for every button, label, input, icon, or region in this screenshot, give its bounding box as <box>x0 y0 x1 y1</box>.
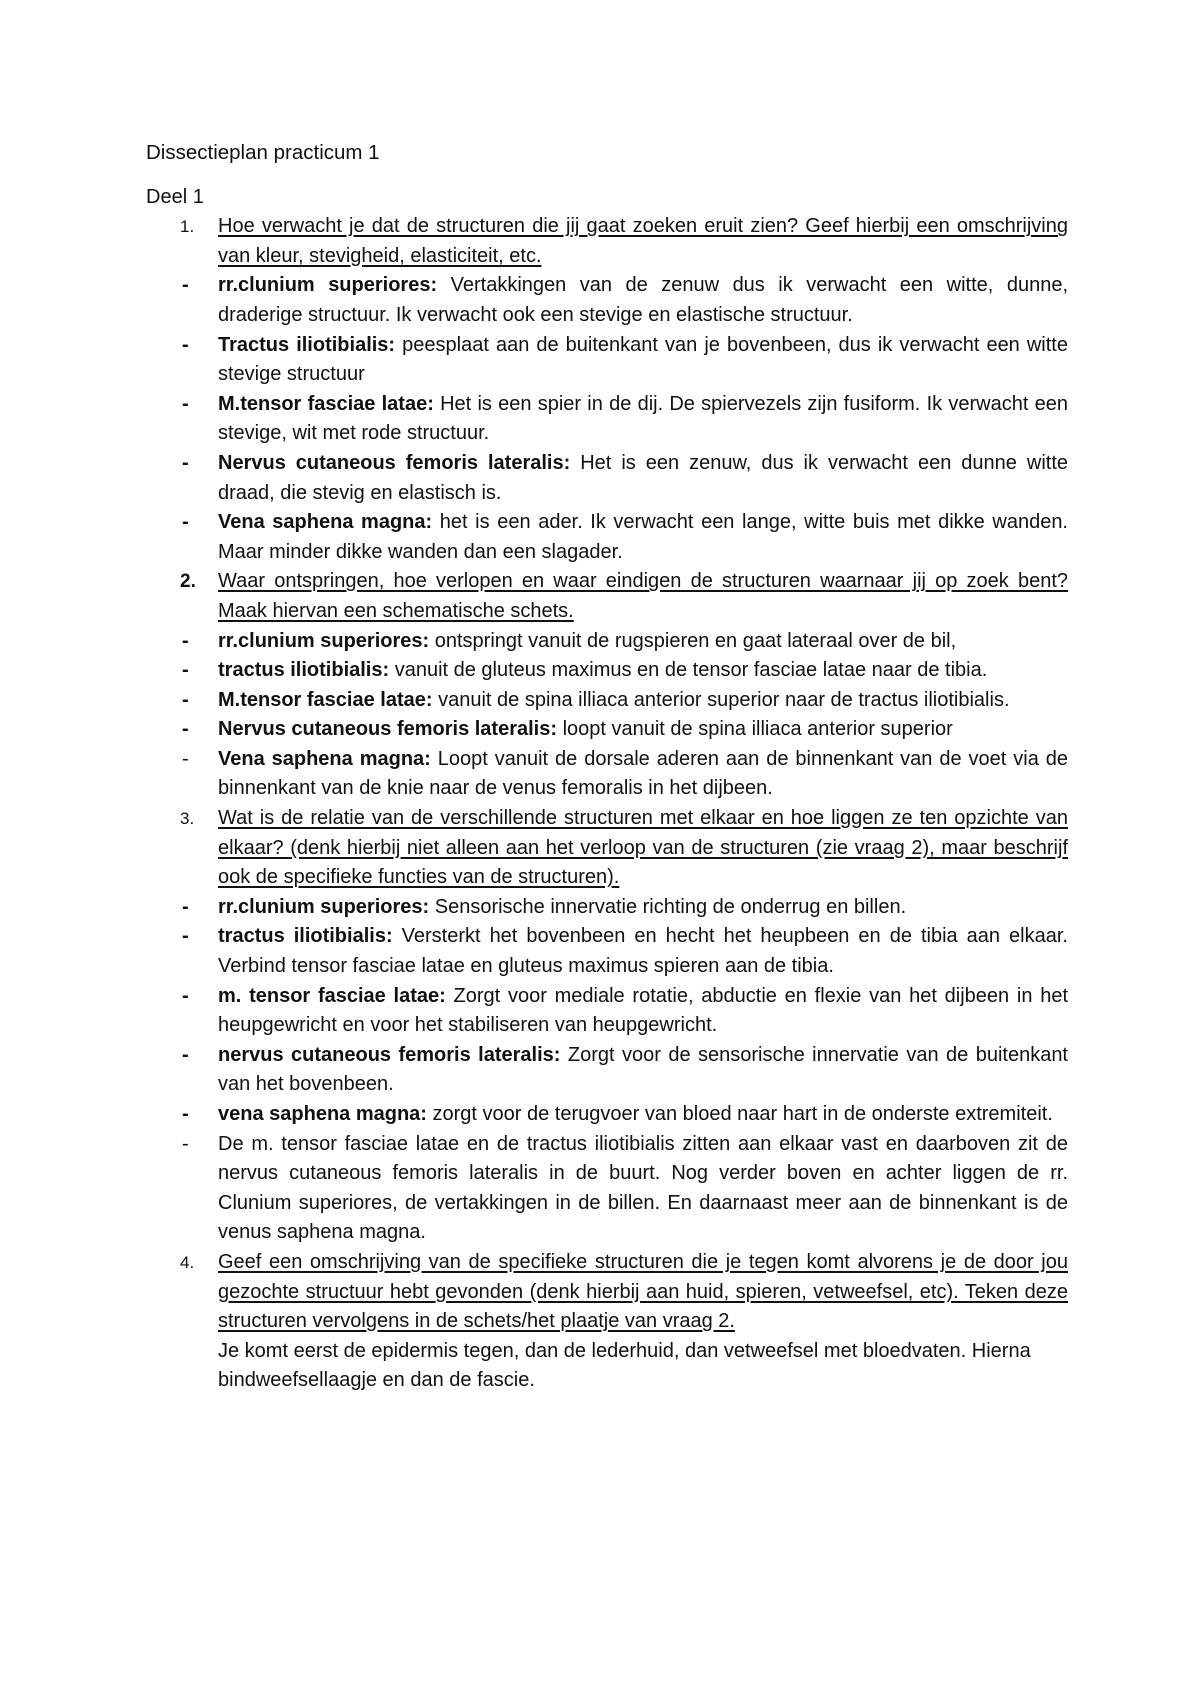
document-content <box>146 138 1068 1396</box>
structure-term: tractus iliotibialis: <box>218 659 395 682</box>
question-3 <box>146 804 1068 1248</box>
structure-description: Versterkt het bovenbeen en hecht het heupbeen en de tibia aan elkaar. Verbind tensor fasciae latae en gluteus maximus spieren aan de tibia. <box>218 925 1068 978</box>
structure-term: m. tensor fasciae latae: <box>218 984 446 1007</box>
answer-item: - rr.clunium superiores: ontspringt vanuit de rugspieren en gaat lateraal over de bil, <box>182 629 957 652</box>
structure-description: peesplaat aan de buitenkant van je bovenbeen, dus ik verwacht een witte stevige structuur <box>218 333 1068 386</box>
answer-item: - M.tensor fasciae latae: vanuit de spina illiaca anterior superior naar de tractus iliotibialis. <box>182 688 1010 711</box>
structure-description: Zorgt voor mediale rotatie, abductie en flexie van het dijbeen in het heupgewricht en voor het stabiliseren van heupgewricht. <box>218 984 1069 1037</box>
structure-term: rr.clunium superiores: <box>218 895 430 918</box>
answer-item: - tractus iliotibialis: Versterkt het bovenbeen en hecht het heupbeen en de tibia aan elkaar. Verbind tensor fasciae latae en gluteus maximus spieren aan de tibia. <box>182 925 1068 978</box>
document-title: Dissectieplan practicum 1 <box>146 141 380 164</box>
answer-item: - tractus iliotibialis: vanuit de gluteus maximus en de tensor fasciae latae naar de tibia. <box>182 659 988 682</box>
structure-term: Vena saphena magna: <box>218 747 438 770</box>
structure-term: M.tensor fasciae latae: <box>218 688 433 711</box>
answer-item: - Nervus cutaneous femoris lateralis: loopt vanuit de spina illiaca anterior superior <box>182 718 953 741</box>
structure-description: Loopt vanuit de dorsale aderen aan de binnenkant van de voet via de binnenkant van de knie naar de venus femoralis in het dijbeen. <box>218 747 1068 800</box>
question-text: Wat is de relatie van de verschillende structuren met elkaar en hoe liggen ze ten opzichte van elkaar? (denk hierbij niet alleen aan het verloop van de structuren (zie vraag 2), maar beschrijf ook de specifieke functies van de structuren). <box>218 807 1068 889</box>
answer-paragraph: Je komt eerst de epidermis tegen, dan de lederhuid, dan vetweefsel met bloedvaten. Hierna bindweefsellaagje en dan de fascie. <box>218 1339 1031 1392</box>
answer-item: - De m. tensor fasciae latae en de tractus iliotibialis zitten aan elkaar vast en daarboven zit de nervus cutaneous femoris lateralis in de buurt. Nog verder boven en achter liggen de rr. Clunium superiores, de vertakkingen in de billen. En daarnaast meer aan de binnenkant is de venus saphena magna. <box>182 1132 1068 1244</box>
structure-term: Vena saphena magna: <box>218 511 433 534</box>
structure-term: Tractus iliotibialis: <box>218 333 396 356</box>
question-4 <box>146 1248 1068 1396</box>
structure-description: Het is een spier in de dij. De spiervezels zijn fusiform. Ik verwacht een stevige, wit met rode structuur. <box>218 392 1068 445</box>
structure-description: zorgt voor de terugvoer van bloed naar hart in de onderste extremiteit. <box>426 1103 1053 1125</box>
structure-description: vanuit de gluteus maximus en de tensor fasciae latae naar de tibia. <box>394 659 988 682</box>
answer-item: - Tractus iliotibialis: peesplaat aan de buitenkant van je bovenbeen, dus ik verwacht een witte stevige structuur <box>182 333 1068 386</box>
answer-item: - vena saphena magna: zorgt voor de terugvoer van bloed naar hart in de onderste extremiteit. <box>182 1103 1053 1125</box>
structure-term: tractus iliotibialis: <box>218 925 393 948</box>
answer-list <box>182 271 1069 567</box>
structure-description: De m. tensor fasciae latae en de tractus iliotibialis zitten aan elkaar vast en daarboven zit de nervus cutaneous femoris lateralis in de buurt. Nog verder boven en achter liggen de rr. Clunium superiores, de vertakkingen in de billen. En daarnaast meer aan de binnenkant is de venus saphena magna. <box>218 1132 1068 1244</box>
structure-term: vena saphena magna: <box>218 1103 427 1125</box>
question-number: 3. <box>180 809 195 829</box>
question-text: Hoe verwacht je dat de structuren die jij gaat zoeken eruit zien? Geef hierbij een omschrijving van kleur, stevigheid, elasticiteit, etc. <box>218 215 1068 267</box>
structure-description: Vertakkingen van de zenuw dus ik verwacht een witte, dunne, draderige structuur. Ik verwacht ook een stevige en elastische structuur. <box>218 274 1069 326</box>
structure-term: rr.clunium superiores: <box>218 629 430 652</box>
answer-list <box>182 627 1068 805</box>
question-number: 4. <box>180 1252 195 1272</box>
structure-description: Het is een zenuw, dus ik verwacht een dunne witte draad, die stevig en elastisch is. <box>218 451 1069 504</box>
structure-term: nervus cutaneous femoris lateralis: <box>218 1043 561 1066</box>
answer-item: - Vena saphena magna: Loopt vanuit de dorsale aderen aan de binnenkant van de voet via de binnenkant van de knie naar de venus femoralis in het dijbeen. <box>182 747 1068 800</box>
question-2 <box>146 567 1068 804</box>
answer-item: - Vena saphena magna: het is een ader. Ik verwacht een lange, witte buis met dikke wanden. Maar minder dikke wanden dan een slagader. <box>182 511 1068 563</box>
structure-description: Sensorische innervatie richting de onderrug en billen. <box>429 895 907 918</box>
structure-term: Nervus cutaneous femoris lateralis: <box>218 451 571 474</box>
structure-term: rr.clunium superiores: <box>218 274 438 297</box>
section-heading: Deel 1 <box>146 185 204 208</box>
question-number: 1. <box>180 217 195 237</box>
answer-item: - M.tensor fasciae latae: Het is een spier in de dij. De spiervezels zijn fusiform. Ik verwacht een stevige, wit met rode structuur. <box>182 392 1068 445</box>
structure-description: ontspringt vanuit de rugspieren en gaat lateraal over de bil, <box>429 629 957 652</box>
question-text: Waar ontspringen, hoe verlopen en waar eindigen de structuren waarnaar jij op zoek bent? Maak hiervan een schematische schets. <box>218 570 1068 622</box>
answer-item: - m. tensor fasciae latae: Zorgt voor mediale rotatie, abductie en flexie van het dijbeen in het heupgewricht en voor het stabiliseren van heupgewricht. <box>182 984 1069 1037</box>
structure-term: Nervus cutaneous femoris lateralis: <box>218 718 558 741</box>
answer-list <box>182 893 1069 1248</box>
answer-item: - rr.clunium superiores: Vertakkingen van de zenuw dus ik verwacht een witte, dunne, draderige structuur. Ik verwacht ook een stevige en elastische structuur. <box>182 274 1069 326</box>
answer-item: - Nervus cutaneous femoris lateralis: Het is een zenuw, dus ik verwacht een dunne witte draad, die stevig en elastisch is. <box>182 451 1069 504</box>
structure-description: vanuit de spina illiaca anterior superior naar de tractus iliotibialis. <box>432 688 1010 711</box>
structure-description: Zorgt voor de sensorische innervatie van de buitenkant van het bovenbeen. <box>218 1043 1068 1096</box>
question-text: Geef een omschrijving van de specifieke structuren die je tegen komt alvorens je de door jou gezochte structuur hebt gevonden (denk hierbij aan huid, spieren, vetweefsel, etc). Teken deze structuren vervolgens in de schets/het plaatje van vraag 2. <box>218 1250 1068 1333</box>
question-list <box>146 212 1068 1396</box>
structure-term: M.tensor fasciae latae: <box>218 392 434 415</box>
question-number: 2. <box>180 571 196 593</box>
question-1 <box>146 212 1068 567</box>
structure-description: loopt vanuit de spina illiaca anterior superior <box>557 718 953 741</box>
answer-item: - nervus cutaneous femoris lateralis: Zorgt voor de sensorische innervatie van de buitenkant van het bovenbeen. <box>182 1043 1068 1096</box>
answer-item: - rr.clunium superiores: Sensorische innervatie richting de onderrug en billen. <box>182 895 907 918</box>
structure-description: het is een ader. Ik verwacht een lange, witte buis met dikke wanden. Maar minder dikke wanden dan een slagader. <box>218 511 1068 563</box>
